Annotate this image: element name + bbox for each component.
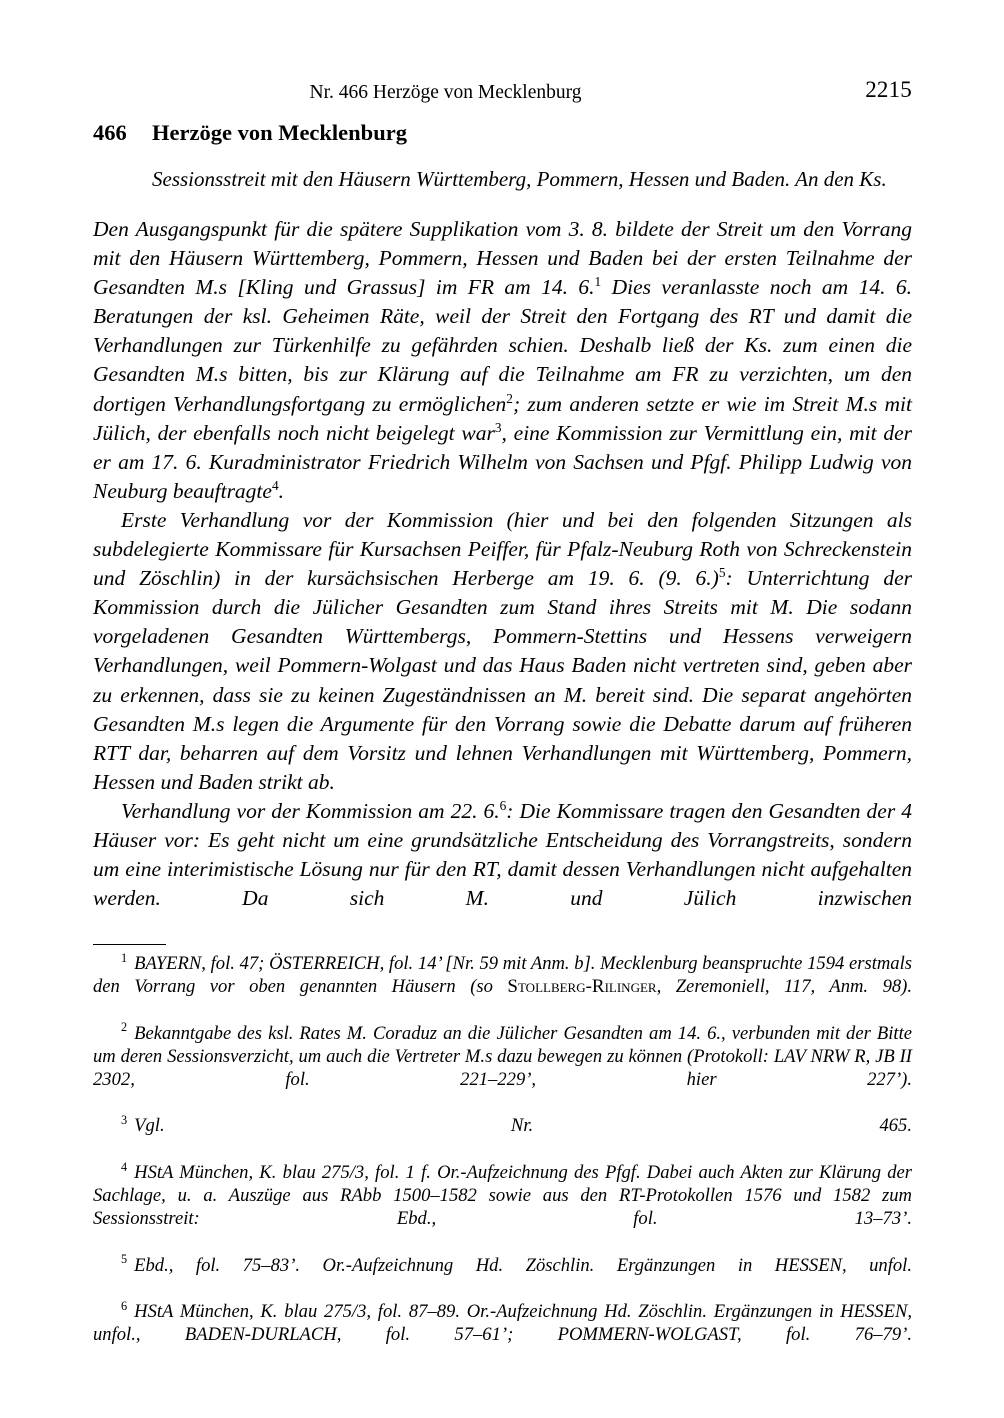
footnote-reference[interactable]: 5 <box>718 564 726 580</box>
footnote-marker[interactable]: 2 <box>121 1020 128 1035</box>
footnote-reference[interactable]: 2 <box>506 390 513 406</box>
footnote-section <box>93 944 912 1370</box>
body-paragraph: Den Ausgangspunkt für die spätere Supplikation vom 3. 8. bildete der Streit um den Vorrang mit den Häusern Württemberg, Pommern, Hessen und Baden bei der ersten Teilnahme der Gesandten M.s [Kling und Grassus] im FR am 14. 6.$^1$ Dies veranlasste noch am 14. 6. Beratungen der ksl. Geheimen Räte, weil der Streit den Fortgang des RT und damit die Verhandlungen zur Türkenhilfe zu gefährden schien. Deshalb ließ der Ks. zum einen die Gesandten M.s bitten, bis zur Klärung auf die Teilnahme am FR zu verzichten, um den dortigen Verhandlungsfortgang zu ermöglichen$^2$; zum anderen setzte er wie im Streit M.s mit Jülich, der ebenfalls noch nicht beigelegt war$^3$, eine Kommission zur Vermittlung ein, mit der er am 17. 6. Kuradministrator Friedrich Wilhelm von Sachsen und Pfgf. Philipp Ludwig von Neuburg beauftragte$^4$. <box>93 217 912 503</box>
footnote-marker[interactable]: 4 <box>121 1159 128 1174</box>
footnote-separator-rule <box>93 944 166 945</box>
document-title: Herzöge von Mecklenburg <box>152 120 407 145</box>
footnote-marker[interactable]: 1 <box>121 950 128 965</box>
document-headline <box>93 118 912 148</box>
footnote: $^2$ Bekanntgabe des ksl. Rates M. Coraduz an die Jülicher Gesandten am 14. 6., verbunden mit der Bitte um deren Sessionsverzicht, um auch die Vertreter M.s dazu bewegen zu können (Protokoll: LAV NRW R, JB II 2302, fol. 221–229’, hier 227’). <box>93 1020 912 1091</box>
document-regest: Sessionsstreit mit den Häusern Württemberg, Pommern, Hessen und Baden. An den Ks. <box>152 167 887 191</box>
page-number: 2215 <box>865 77 912 102</box>
citation-author: Stollberg-Rilinger <box>507 976 657 998</box>
body-paragraph: Erste Verhandlung vor der Kommission (hier und bei den folgenden Sitzungen als subdelegierte Kommissare für Kursachsen Peiffer, für Pfalz-Neuburg Roth von Schreckenstein und Zöschlin) in der kursächsischen Herberge am 19. 6. (9. 6.)$^5$: Unterrichtung der Kommission durch die Jülicher Gesandten zum Stand ihres Streits mit M. Die sodann vorgeladenen Gesandten Württembergs, Pommern-Stettins und Hessens verweigern Verhandlungen, weil Pommern-Wolgast und das Haus Baden nicht vertreten sind, geben aber zu erkennen, dass sie zu keinen Zugeständnissen an M. bereit sind. Die separat angehörten Gesandten M.s legen die Argumente für den Vorrang sowie die Debatte darum auf früheren RTT dar, beharren auf dem Vorsitz und lehnen Verhandlungen mit Württemberg, Pommern, Hessen und Baden strikt ab. <box>93 507 913 794</box>
document-body <box>93 215 912 942</box>
footnote-reference[interactable]: 6 <box>499 797 507 813</box>
footnote-reference[interactable]: 3 <box>494 419 502 435</box>
footnote: $^6$ HStA München, K. blau 275/3, fol. 87–89. Or.-Aufzeichnung Hd. Zöschlin. Ergänzungen in HESSEN, unfol., BADEN-DURLACH, fol. 57–61’; POMMERN-WOLGAST, fol. 76–79’. <box>93 1298 912 1346</box>
footnote-reference[interactable]: 4 <box>271 477 279 493</box>
footnote-marker[interactable]: 6 <box>121 1298 128 1313</box>
footnote-marker[interactable]: 3 <box>121 1113 128 1128</box>
document-number: 466 <box>93 120 127 145</box>
footnote: $^1$ BAYERN, fol. 47; ÖSTERREICH, fol. 14’ [Nr. 59 mit Anm. b]. Mecklenburg beanspruchte 1594 erstmals den Vorrang vor oben genannten Häusern (so Stollberg-Rilinger, Zeremoniell, 117, Anm. 98). <box>93 950 913 998</box>
footnote: $^5$ Ebd., fol. 75–83’. Or.-Aufzeichnung Hd. Zöschlin. Ergänzungen in HESSEN, unfol. <box>121 1252 912 1276</box>
document-content <box>93 118 912 942</box>
running-head-title: Nr. 466 Herzöge von Mecklenburg <box>309 82 582 103</box>
footnote-reference[interactable]: 1 <box>594 274 602 290</box>
footnote-list <box>93 952 912 1370</box>
footnote: $^4$ HStA München, K. blau 275/3, fol. 1 f. Or.-Aufzeichnung des Pfgf. Dabei auch Akten zur Klärung der Sachlage, u. a. Auszüge aus RAbb 1500–1582 sowie aus den RT-Protokollen 1576 und 1582 zum Sessionsstreit: Ebd., fol. 13–73’. <box>93 1159 912 1230</box>
footnote-marker[interactable]: 5 <box>121 1252 128 1267</box>
footnote: $^3$ Vgl. Nr. 465. <box>121 1113 912 1137</box>
running-head <box>93 77 912 106</box>
body-paragraph: Verhandlung vor der Kommission am 22. 6.$^6$: Die Kommissare tragen den Gesandten der 4 Häuser vor: Es geht nicht um eine grundsätzliche Entscheidung des Vorrangstreits, sondern um eine interimistische Lösung nur für den RT, damit dessen Verhandlungen nicht aufgehalten werden. Da sich M. und Jülich inzwischen <box>93 797 912 911</box>
